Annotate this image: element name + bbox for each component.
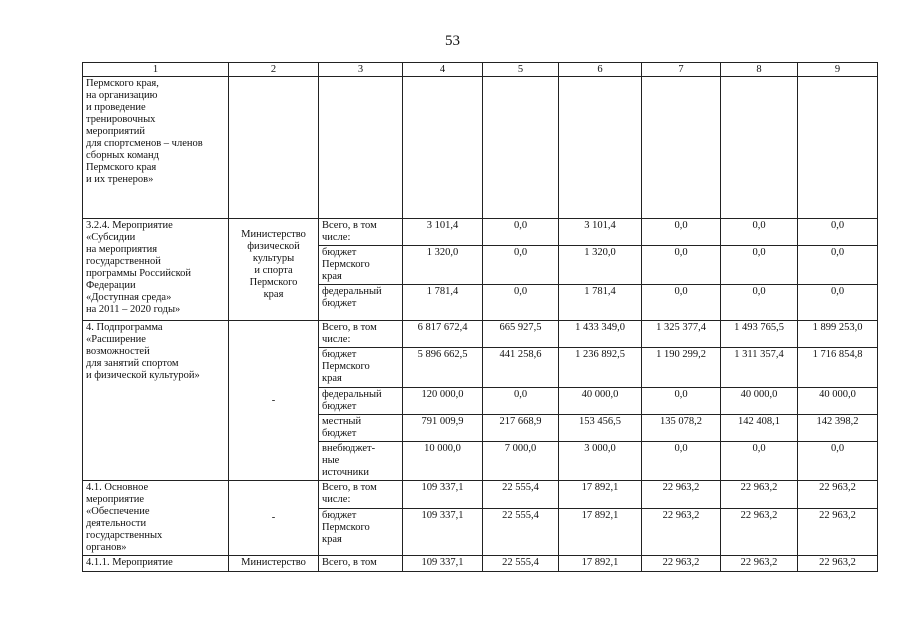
- value-cell: 1 433 349,0: [559, 321, 642, 348]
- table-row: [83, 77, 878, 219]
- funding-source-cell: Всего, в том числе:: [319, 219, 403, 246]
- item-name-cell: 3.2.4. Мероприятие «Субсидии на мероприятия государственной программы Российской Федерации «Доступная среда» на 2011 – 2020 годы»: [83, 219, 229, 321]
- executor-cell: -: [229, 481, 319, 556]
- header-cell: 1: [83, 63, 229, 77]
- value-cell: 109 337,1: [403, 508, 483, 555]
- header-cell: 7: [642, 63, 721, 77]
- value-cell: 1 493 765,5: [721, 321, 798, 348]
- item-name-cell: Пермского края, на организацию и проведение тренировочных мероприятий для спортсменов – членов сборных команд Пермского края и их тренеров»: [83, 77, 229, 219]
- value-cell: 153 456,5: [559, 415, 642, 442]
- table-row: [83, 219, 878, 246]
- value-cell: 1 190 299,2: [642, 348, 721, 388]
- value-cell: 3 000,0: [559, 442, 642, 481]
- value-cell: 22 963,2: [798, 481, 878, 509]
- value-cell: 142 408,1: [721, 415, 798, 442]
- funding-source-cell: федеральный бюджет: [319, 285, 403, 321]
- value-cell: 0,0: [642, 442, 721, 481]
- item-name-cell: 4. Подпрограмма «Расширение возможностей для занятий спортом и физической культурой»: [83, 321, 229, 481]
- value-cell: 0,0: [721, 219, 798, 246]
- value-cell: 22 963,2: [642, 556, 721, 572]
- value-cell: 40 000,0: [798, 388, 878, 415]
- value-cell: 5 896 662,5: [403, 348, 483, 388]
- value-cell: 40 000,0: [721, 388, 798, 415]
- value-cell: 6 817 672,4: [403, 321, 483, 348]
- value-cell: 17 892,1: [559, 508, 642, 555]
- header-cell: 9: [798, 63, 878, 77]
- value-cell: 7 000,0: [483, 442, 559, 481]
- value-cell: 1 325 377,4: [642, 321, 721, 348]
- value-cell: 17 892,1: [559, 481, 642, 509]
- value-cell: 0,0: [483, 388, 559, 415]
- value-cell: 3 101,4: [403, 219, 483, 246]
- table-row: [83, 556, 878, 572]
- value-cell: 22 963,2: [721, 481, 798, 509]
- funding-source-cell: местный бюджет: [319, 415, 403, 442]
- value-cell: 135 078,2: [642, 415, 721, 442]
- value-cell: 1 320,0: [559, 246, 642, 285]
- header-cell: 3: [319, 63, 403, 77]
- value-cell: 0,0: [642, 285, 721, 321]
- header-cell: 6: [559, 63, 642, 77]
- value-cell: 0,0: [721, 285, 798, 321]
- value-cell: 0,0: [483, 219, 559, 246]
- header-row: [83, 63, 878, 77]
- value-cell: 0,0: [642, 388, 721, 415]
- executor-cell: Министерство физической культуры и спорта Пермского края: [229, 219, 319, 321]
- funding-source-cell: бюджет Пермского края: [319, 508, 403, 555]
- item-name-cell: 4.1. Основное мероприятие «Обеспечение деятельности государственных органов»: [83, 481, 229, 556]
- funding-source-cell: Всего, в том числе:: [319, 321, 403, 348]
- value-cell: 1 311 357,4: [721, 348, 798, 388]
- value-cell: 0,0: [798, 219, 878, 246]
- value-cell: 40 000,0: [559, 388, 642, 415]
- value-cell: 1 899 253,0: [798, 321, 878, 348]
- value-cell: 0,0: [642, 246, 721, 285]
- value-cell: 0,0: [798, 285, 878, 321]
- value-cell: 17 892,1: [559, 556, 642, 572]
- funding-source-cell: бюджет Пермского края: [319, 246, 403, 285]
- value-cell: 0,0: [798, 246, 878, 285]
- header-cell: 5: [483, 63, 559, 77]
- value-cell: 1 236 892,5: [559, 348, 642, 388]
- value-cell: 22 555,4: [483, 481, 559, 509]
- value-cell: 3 101,4: [559, 219, 642, 246]
- funding-source-cell: внебюджет- ные источники: [319, 442, 403, 481]
- table-row: [83, 481, 878, 509]
- funding-source-cell: бюджет Пермского края: [319, 348, 403, 388]
- value-cell: 22 963,2: [721, 508, 798, 555]
- value-cell: 791 009,9: [403, 415, 483, 442]
- funding-source-cell: федеральный бюджет: [319, 388, 403, 415]
- funding-source-cell: Всего, в том: [319, 556, 403, 572]
- value-cell: 0,0: [798, 442, 878, 481]
- executor-cell: Министерство: [229, 556, 319, 572]
- value-cell: 1 716 854,8: [798, 348, 878, 388]
- value-cell: 217 668,9: [483, 415, 559, 442]
- value-cell: 10 000,0: [403, 442, 483, 481]
- value-cell: 109 337,1: [403, 556, 483, 572]
- value-cell: 0,0: [721, 442, 798, 481]
- funding-source-cell: Всего, в том числе:: [319, 481, 403, 509]
- table-row: [83, 321, 878, 348]
- value-cell: 0,0: [721, 246, 798, 285]
- header-cell: 2: [229, 63, 319, 77]
- executor-cell: -: [229, 321, 319, 481]
- value-cell: 1 320,0: [403, 246, 483, 285]
- header-cell: 8: [721, 63, 798, 77]
- value-cell: 22 963,2: [798, 508, 878, 555]
- budget-table: [82, 62, 878, 572]
- value-cell: 22 555,4: [483, 508, 559, 555]
- value-cell: 22 963,2: [642, 481, 721, 509]
- value-cell: 0,0: [642, 219, 721, 246]
- value-cell: 109 337,1: [403, 481, 483, 509]
- value-cell: 22 963,2: [642, 508, 721, 555]
- value-cell: 0,0: [483, 246, 559, 285]
- page-number: 53: [445, 33, 460, 49]
- value-cell: 22 555,4: [483, 556, 559, 572]
- value-cell: 120 000,0: [403, 388, 483, 415]
- value-cell: 0,0: [483, 285, 559, 321]
- value-cell: 665 927,5: [483, 321, 559, 348]
- value-cell: 441 258,6: [483, 348, 559, 388]
- value-cell: 142 398,2: [798, 415, 878, 442]
- value-cell: 1 781,4: [559, 285, 642, 321]
- header-cell: 4: [403, 63, 483, 77]
- value-cell: 22 963,2: [721, 556, 798, 572]
- item-name-cell: 4.1.1. Мероприятие: [83, 556, 229, 572]
- value-cell: 22 963,2: [798, 556, 878, 572]
- value-cell: 1 781,4: [403, 285, 483, 321]
